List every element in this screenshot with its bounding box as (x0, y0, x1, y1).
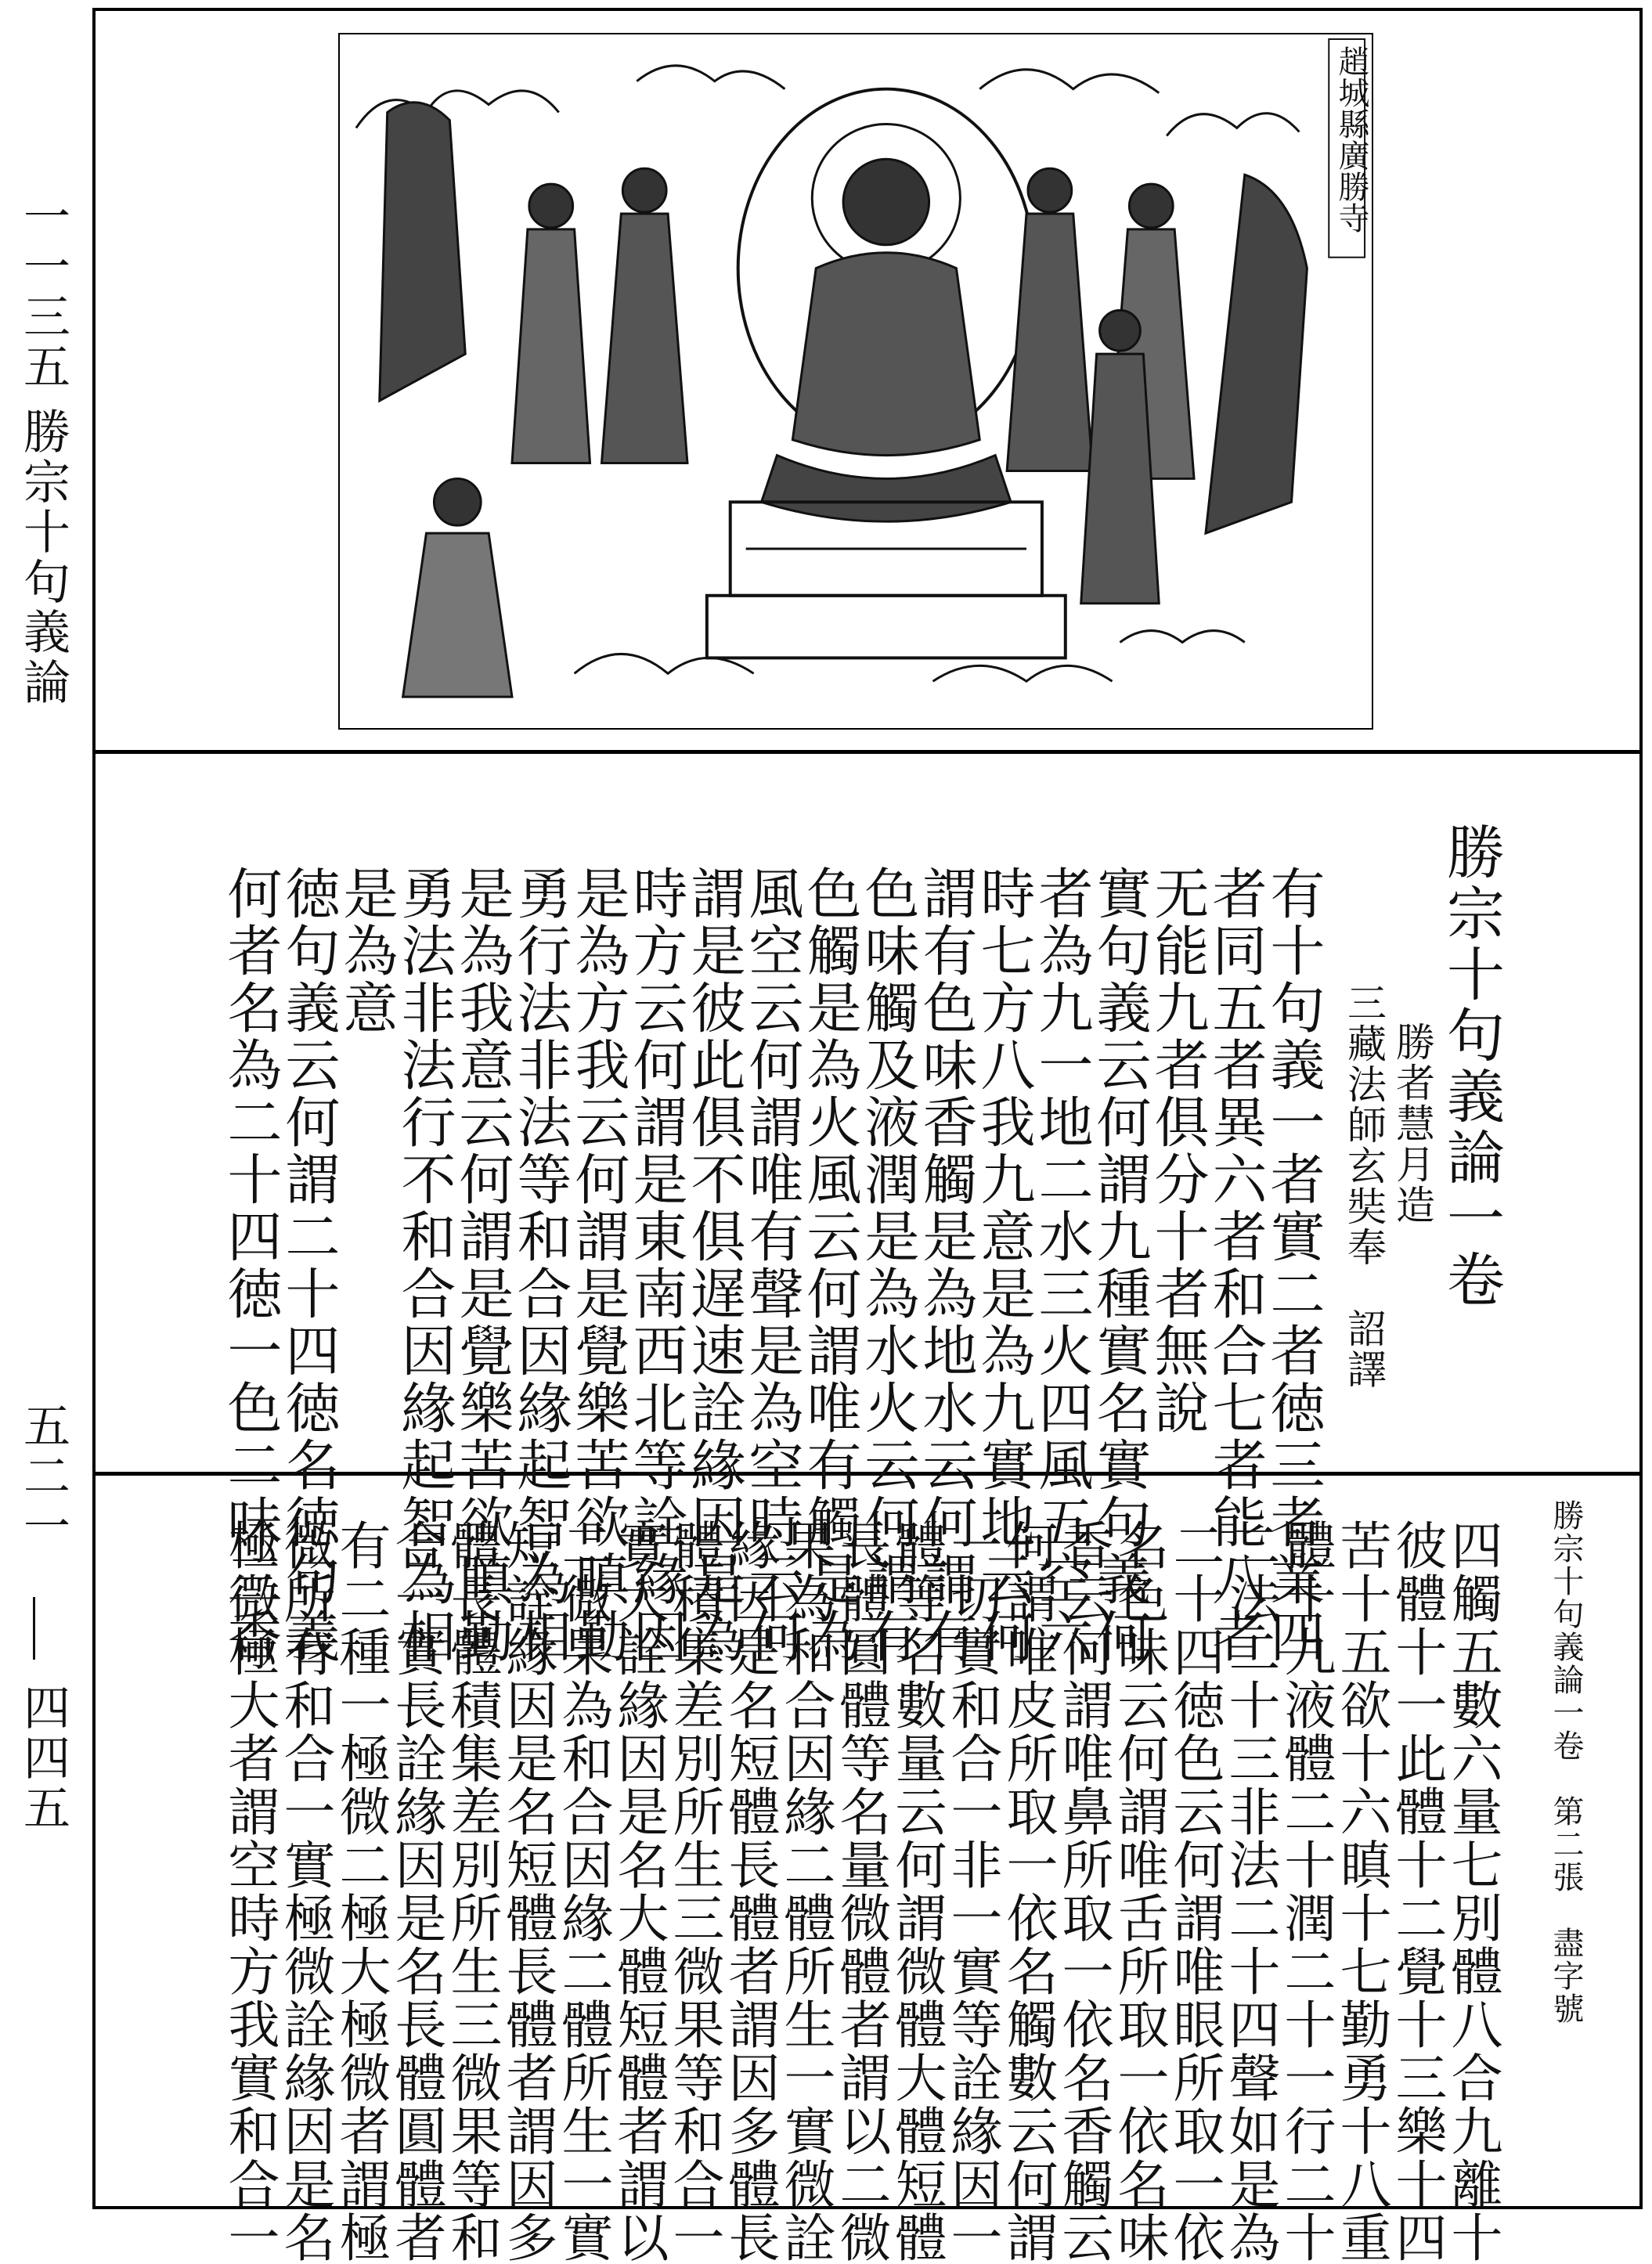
text-column: 是為意 (334, 865, 399, 1036)
text-column: 彼體十一此體十二覺十三樂十四 (1387, 1519, 1447, 2264)
page-separator (33, 1597, 35, 1660)
text-column: 者為九一地二水三火四風五空六 (1030, 865, 1094, 1665)
text-column: 何謂唯皮所取一依名觸數云何謂 (997, 1519, 1058, 2264)
buddha-illustration (338, 33, 1373, 730)
text-column: 勇法非法行不和合因緣起智為相 (392, 865, 456, 1665)
text-column: 苦十五欲十六瞋十七勤勇十八重 (1331, 1519, 1391, 2264)
text-column: 何者名為二十四徳一色二味三香 (218, 865, 283, 1665)
text-column: 名色味云何謂唯舌所取一依名味 (1109, 1519, 1169, 2264)
text-column: 徳句義云何謂二十四徳名徳句義 (276, 865, 341, 1665)
text-column: 果為和合因緣二體所生一實微詮 (775, 1519, 835, 2264)
text-column: 體長體積集差別所生三微果等和 (442, 1519, 502, 2264)
illustration-cartouche: 趙城縣廣勝寺 (1333, 45, 1369, 233)
text-column: 長體圓體等名量微體者謂以二微 (831, 1519, 891, 2264)
text-column: 謂是彼此俱不俱遅速詮緣因是為 (682, 865, 746, 1665)
text-column: 勇行法非法等和合因緣起智為相 (508, 865, 572, 1665)
text-column: 時方云何謂是東南西北等詮緣因 (624, 865, 688, 1665)
translator-line: 三藏法師玄奘奉 詔譯 (1341, 982, 1387, 1390)
text-column: 實大詮緣因是名大體短體者謂以 (608, 1519, 669, 2264)
text-column: 有十句義一者實二者徳三者業四 (1261, 865, 1326, 1665)
text-column: 者同五者異六者和合七者能八者 (1203, 865, 1268, 1665)
scripture-title: 勝宗十句義論一卷 (1437, 822, 1505, 1310)
text-column: 緣因是名短體長體者謂因多體長 (720, 1519, 780, 2264)
page-number: 四四五 (16, 1683, 70, 1833)
author-line: 勝者慧月造 (1390, 1022, 1435, 1225)
text-column: 短詮緣因是名短體長體者謂因多 (497, 1519, 557, 2264)
volume-page: 五二一 (16, 1401, 70, 1552)
text-column: 謂有色味香觸是為地水云何謂有 (914, 865, 978, 1665)
text-column: 極微極大者謂空時方我實和合一 (219, 1519, 280, 2264)
text-column: 體等名數量云何謂微體大體短體 (886, 1519, 947, 2264)
text-column: 體十九液體二十潤二十一行二十 (1275, 1519, 1336, 2264)
text-column: 香云何謂唯鼻所取一依名香觸云 (1053, 1519, 1113, 2264)
section-header: 勝宗十句義論一卷 第二張 盡字號 (1548, 1499, 1584, 2025)
book-title-margin: 勝宗十句義論 (16, 407, 70, 708)
text-column: 是為方我云何謂是覺樂苦欲瞋勤 (566, 865, 630, 1665)
text-column: 體積集差別所生三微果等和合一 (664, 1519, 724, 2264)
text-column: 一切實和合一非一實等詮緣因一 (942, 1519, 1002, 2264)
text-column: 是為我意云何謂是覺樂苦欲瞋勤 (450, 865, 514, 1665)
text-column: 微所有和合一實極微詮緣因是名 (275, 1519, 335, 2264)
text-column: 色味觸及液潤是為水火云何謂有 (856, 865, 920, 1665)
page-id: 一一三五 (16, 192, 70, 392)
text-column: 色觸是為火風云何謂唯有觸是為 (798, 865, 862, 1665)
text-column: 无能九者俱分十者無說 (1145, 865, 1210, 1437)
divider-top (92, 750, 1643, 754)
text-column: 時七方八我九意是為九實地云何 (972, 865, 1036, 1665)
text-column: 二微果為和合因緣二體所生一實 (553, 1519, 613, 2264)
text-column: 實句義云何謂九種實名實句義何 (1088, 865, 1152, 1665)
text-column: 合一實長詮緣因是名長體圓體者 (386, 1519, 446, 2264)
text-column: 四觸五數六量七別體八合九離十 (1442, 1519, 1502, 2264)
text-column: 風空云何謂唯有聲是為空時云何 (740, 865, 804, 1665)
text-column: 有二種一極微二極大極微者謂極 (330, 1519, 391, 2264)
text-column: 二十四徳色云何謂唯眼所取一依 (1164, 1519, 1225, 2264)
text-column: 二法二十三非法二十四聲如是為 (1220, 1519, 1280, 2264)
